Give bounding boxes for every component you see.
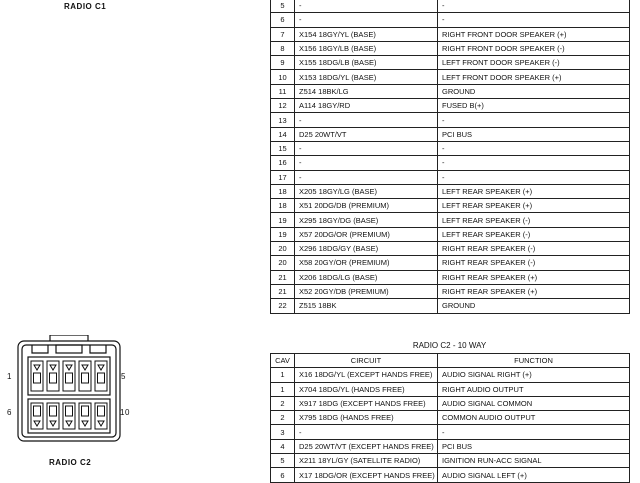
- cav-cell: 5: [271, 454, 295, 468]
- circuit-cell: -: [295, 141, 438, 155]
- function-cell: RIGHT FRONT DOOR SPEAKER (+): [438, 27, 630, 41]
- cav-cell: 2: [271, 411, 295, 425]
- circuit-cell: X51 20DG/DB (PREMIUM): [295, 199, 438, 213]
- connector-terminal: [82, 373, 89, 383]
- table-row: [271, 41, 630, 55]
- circuit-cell: X52 20GY/DB (PREMIUM): [295, 284, 438, 298]
- circuit-cell: A114 18GY/RD: [295, 99, 438, 113]
- table-row: [271, 0, 630, 13]
- circuit-cell: X211 18YL/GY (SATELLITE RADIO): [295, 454, 438, 468]
- cav-cell: 3: [271, 425, 295, 439]
- function-cell: LEFT FRONT DOOR SPEAKER (+): [438, 70, 630, 84]
- circuit-cell: -: [295, 0, 438, 13]
- cav-cell: 13: [271, 113, 295, 127]
- connector-terminal: [98, 406, 105, 416]
- cavity-latch: [66, 421, 72, 426]
- circuit-cell: -: [295, 113, 438, 127]
- cav-cell: 11: [271, 84, 295, 98]
- function-cell: -: [438, 113, 630, 127]
- cav-cell: 22: [271, 299, 295, 313]
- table-row: [271, 368, 630, 382]
- cav-cell: 5: [271, 0, 295, 13]
- circuit-cell: X155 18DG/LB (BASE): [295, 56, 438, 70]
- circuit-cell: X795 18DG (HANDS FREE): [295, 411, 438, 425]
- table-row: [271, 242, 630, 256]
- function-cell: COMMON AUDIO OUTPUT: [438, 411, 630, 425]
- function-cell: LEFT REAR SPEAKER (+): [438, 199, 630, 213]
- circuit-cell: D25 20WT/VT: [295, 127, 438, 141]
- circuit-cell: X917 18DG (EXCEPT HANDS FREE): [295, 396, 438, 410]
- table-row: [271, 284, 630, 298]
- table-row: [271, 213, 630, 227]
- table-row: [271, 70, 630, 84]
- table-row: [271, 156, 630, 170]
- table-header-row: [271, 354, 630, 368]
- table-row: [271, 170, 630, 184]
- cav-cell: 18: [271, 184, 295, 198]
- function-cell: FUSED B(+): [438, 99, 630, 113]
- table-row: [271, 199, 630, 213]
- function-cell: RIGHT REAR SPEAKER (+): [438, 284, 630, 298]
- cav-cell: 12: [271, 99, 295, 113]
- cav-cell: 4: [271, 439, 295, 453]
- function-cell: -: [438, 156, 630, 170]
- table-row: [271, 299, 630, 313]
- cav-cell: 17: [271, 170, 295, 184]
- cav-cell: 6: [271, 468, 295, 482]
- circuit-cell: X296 18DG/GY (BASE): [295, 242, 438, 256]
- cavity-latch: [98, 421, 104, 426]
- connector-terminal: [50, 373, 57, 383]
- cavity-latch: [82, 421, 88, 426]
- radio-c2-label: RADIO C2: [49, 458, 92, 467]
- circuit-cell: -: [295, 156, 438, 170]
- cav-cell: 19: [271, 227, 295, 241]
- function-cell: LEFT REAR SPEAKER (-): [438, 227, 630, 241]
- header-function: FUNCTION: [438, 354, 630, 368]
- cavity-latch: [50, 421, 56, 426]
- cav-cell: 9: [271, 56, 295, 70]
- function-cell: -: [438, 170, 630, 184]
- cav-cell: 20: [271, 242, 295, 256]
- cav-cell: 14: [271, 127, 295, 141]
- circuit-cell: X154 18GY/YL (BASE): [295, 27, 438, 41]
- function-cell: RIGHT AUDIO OUTPUT: [438, 382, 630, 396]
- function-cell: PCI BUS: [438, 127, 630, 141]
- radio-c1-label: RADIO C1: [64, 2, 107, 11]
- pin-label-1: 1: [7, 372, 12, 381]
- cav-cell: 10: [271, 70, 295, 84]
- function-cell: AUDIO SIGNAL LEFT (+): [438, 468, 630, 482]
- function-cell: LEFT FRONT DOOR SPEAKER (-): [438, 56, 630, 70]
- cavity-latch: [34, 421, 40, 426]
- function-cell: IGNITION RUN-ACC SIGNAL: [438, 454, 630, 468]
- function-cell: GROUND: [438, 84, 630, 98]
- table-row: [271, 256, 630, 270]
- cav-cell: 15: [271, 141, 295, 155]
- function-cell: LEFT REAR SPEAKER (+): [438, 184, 630, 198]
- cav-cell: 1: [271, 368, 295, 382]
- circuit-cell: -: [295, 425, 438, 439]
- function-cell: AUDIO SIGNAL RIGHT (+): [438, 368, 630, 382]
- header-circuit: CIRCUIT: [295, 354, 438, 368]
- function-cell: PCI BUS: [438, 439, 630, 453]
- table-row: [271, 396, 630, 410]
- connector-terminal: [66, 373, 73, 383]
- connector-terminal: [98, 373, 105, 383]
- table-row: [271, 27, 630, 41]
- connector-terminal: [82, 406, 89, 416]
- radio-c2-connector-diagram: [10, 335, 130, 445]
- table-row: [271, 227, 630, 241]
- circuit-cell: X58 20GY/OR (PREMIUM): [295, 256, 438, 270]
- circuit-cell: X295 18GY/DG (BASE): [295, 213, 438, 227]
- circuit-cell: X206 18DG/LG (BASE): [295, 270, 438, 284]
- cav-cell: 1: [271, 382, 295, 396]
- pin-label-6: 6: [7, 408, 12, 417]
- circuit-cell: Z515 18BK: [295, 299, 438, 313]
- table-row: [271, 382, 630, 396]
- cav-cell: 19: [271, 213, 295, 227]
- circuit-cell: D25 20WT/VT (EXCEPT HANDS FREE): [295, 439, 438, 453]
- table-row: [271, 425, 630, 439]
- table-row: [271, 13, 630, 27]
- function-cell: -: [438, 0, 630, 13]
- function-cell: -: [438, 425, 630, 439]
- cav-cell: 16: [271, 156, 295, 170]
- circuit-cell: X205 18GY/LG (BASE): [295, 184, 438, 198]
- cav-cell: 18: [271, 199, 295, 213]
- cav-cell: 7: [271, 27, 295, 41]
- cav-cell: 8: [271, 41, 295, 55]
- connector-terminal: [50, 406, 57, 416]
- circuit-cell: -: [295, 13, 438, 27]
- circuit-cell: X153 18DG/YL (BASE): [295, 70, 438, 84]
- function-cell: RIGHT FRONT DOOR SPEAKER (-): [438, 41, 630, 55]
- table-row: [271, 56, 630, 70]
- cav-cell: 21: [271, 284, 295, 298]
- pin-label-5: 5: [121, 372, 126, 381]
- table-row: [271, 439, 630, 453]
- function-cell: LEFT REAR SPEAKER (-): [438, 213, 630, 227]
- cav-cell: 6: [271, 13, 295, 27]
- circuit-cell: -: [295, 170, 438, 184]
- table-row: [271, 99, 630, 113]
- circuit-cell: X57 20DG/OR (PREMIUM): [295, 227, 438, 241]
- connector-terminal: [66, 406, 73, 416]
- cav-cell: 21: [271, 270, 295, 284]
- pin-label-10: 10: [120, 408, 130, 417]
- cavity-latch: [98, 365, 104, 370]
- function-cell: -: [438, 141, 630, 155]
- table-row: [271, 270, 630, 284]
- cavity-latch: [66, 365, 72, 370]
- table-row: [271, 454, 630, 468]
- radio-c2-table-title: RADIO C2 - 10 WAY: [412, 341, 487, 350]
- table-row: [271, 127, 630, 141]
- function-cell: -: [438, 13, 630, 27]
- connector-terminal: [34, 373, 41, 383]
- function-cell: RIGHT REAR SPEAKER (+): [438, 270, 630, 284]
- circuit-cell: X17 18DG/OR (EXCEPT HANDS FREE): [295, 468, 438, 482]
- function-cell: RIGHT REAR SPEAKER (-): [438, 256, 630, 270]
- table-row: [271, 141, 630, 155]
- table-row: [271, 184, 630, 198]
- circuit-cell: Z514 18BK/LG: [295, 84, 438, 98]
- radio-c1-pin-table: [270, 0, 630, 314]
- function-cell: RIGHT REAR SPEAKER (-): [438, 242, 630, 256]
- circuit-cell: X704 18DG/YL (HANDS FREE): [295, 382, 438, 396]
- function-cell: GROUND: [438, 299, 630, 313]
- table-row: [271, 468, 630, 482]
- circuit-cell: X156 18GY/LB (BASE): [295, 41, 438, 55]
- table-row: [271, 84, 630, 98]
- cav-cell: 2: [271, 396, 295, 410]
- table-row: [271, 411, 630, 425]
- radio-c2-pin-table: [270, 353, 630, 483]
- cav-cell: 20: [271, 256, 295, 270]
- connector-terminal: [34, 406, 41, 416]
- function-cell: AUDIO SIGNAL COMMON: [438, 396, 630, 410]
- cavity-latch: [50, 365, 56, 370]
- table-row: [271, 113, 630, 127]
- cavity-latch: [82, 365, 88, 370]
- cavity-latch: [34, 365, 40, 370]
- header-cav: CAV: [271, 354, 295, 368]
- circuit-cell: X16 18DG/YL (EXCEPT HANDS FREE): [295, 368, 438, 382]
